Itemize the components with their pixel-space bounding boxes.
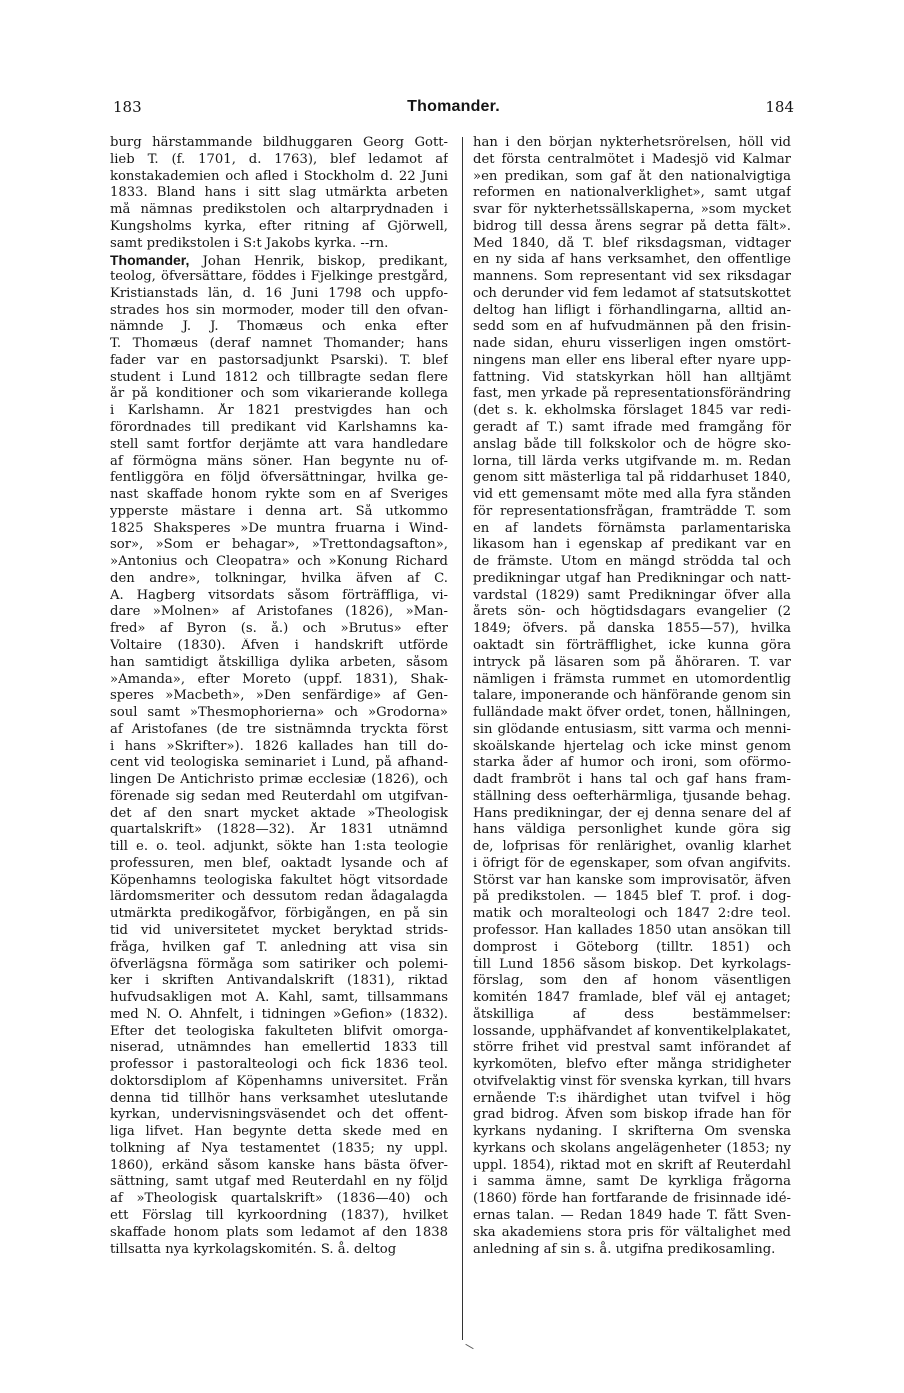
text-line: anslag både till folkskolor och de högre sko-	[473, 436, 791, 452]
text-line: soul samt »Thesmophorierna» och »Grodorna»	[110, 705, 448, 721]
text-line: reformen en nationalverklighet», samt utgaf	[473, 185, 791, 201]
text-line: på predikstolen. — 1845 blef T. prof. i dog-	[473, 889, 791, 905]
text-line: tid vid universitetet mycket beryktad strids-	[110, 922, 448, 938]
text-line: nämnde J. J. Thomæus och enka efter	[110, 319, 448, 335]
text-line: matik och moralteologi och 1847 2:dre teol.	[473, 906, 791, 922]
text-line: Med 1840, då T. blef riksdagsman, vidtager	[473, 235, 791, 251]
text-line: fråga, hvilken gaf T. anledning att visa sin	[110, 939, 448, 955]
text-line: domprost i Göteborg (tilltr. 1851) och	[473, 939, 791, 955]
text-line: förslag, som den af honom väsentligen	[473, 973, 791, 989]
text-line: intryck på läsaren som på åhöraren. T. var	[473, 654, 791, 670]
text-line: Hans predikningar, der ej denna senare del af	[473, 805, 791, 821]
text-line: lorna, till lärda verks utgifvande m. m. Redan	[473, 453, 791, 469]
text-line: fentliggöra en följd öfversättningar, hvilka ge-	[110, 470, 448, 486]
text-line: nade sidan, ehuru visserligen ingen omstört-	[473, 336, 791, 352]
text-line: hufvudsakligen mot A. Kahl, samt, tillsammans	[110, 990, 448, 1006]
text-line: skaffade honom plats som ledamot af den 1838	[110, 1224, 448, 1240]
text-line: deltog han lifligt i förhandlingarna, alltid an-	[473, 302, 791, 318]
page-number-left: 183	[113, 98, 142, 116]
text-line: »en predikan, som gaf åt den nationalvigtiga	[473, 168, 791, 184]
text-line: nämligen i främsta rummet en utomordentlig	[473, 671, 791, 687]
text-line: grad bidrog. Äfven som biskop ifrade han för	[473, 1107, 791, 1123]
text-line: 1825 Shaksperes »De muntra fruarna i Wind-	[110, 520, 448, 536]
text-line: »Antonius och Cleopatra» och »Konung Richard	[110, 554, 448, 570]
text-line: ställning dess oefterhärmliga, tjusande behag.	[473, 788, 791, 804]
text-line: bidrog till dessa årens segrar på detta fält».	[473, 218, 791, 234]
text-line: strades hos sin mormoder, moder till den ofvan-	[110, 302, 448, 318]
text-line: han samtidigt åtskilliga dylika arbeten, såsom	[110, 654, 448, 670]
text-line: de främste. Utom en mängd strödda tal och	[473, 554, 791, 570]
text-line: ernående T:s ihärdighet utan tvifvel i hög	[473, 1090, 791, 1106]
text-line: (det s. k. ekholmska förslaget 1845 var redi-	[473, 403, 791, 419]
text-line: A. Hagberg vitsordats såsom förträffliga, vi-	[110, 587, 448, 603]
page-header	[113, 98, 794, 124]
text-line: den andre», tolkningar, hvilka äfven af C.	[110, 570, 448, 586]
text-line: de, lofprisas för renlärighet, ovanlig klarhet	[473, 839, 791, 855]
text-line: ernas talan. — Redan 1849 hade T. fått Sven-	[473, 1208, 791, 1223]
text-line: burg härstammande bildhuggaren Georg Gott-	[110, 135, 448, 150]
text-line: speres »Macbeth», »Den senfärdige» af Gen-	[110, 688, 448, 704]
text-line: teolog, öfversättare, föddes i Fjelkinge prestgård,	[110, 269, 448, 285]
text-line: fattning. Vid statskyrkan höll han alltjämt	[473, 369, 791, 385]
text-line: Thomander, Johan Henrik, biskop, predikant,	[110, 252, 448, 270]
text-line: och derunder vid fem ledamot af statsutskottet	[473, 285, 791, 301]
text-line: det första centralmötet i Madesjö vid Kalmar	[473, 151, 791, 167]
text-line: samt predikstolen i S:t Jakobs kyrka. --rn.	[110, 235, 389, 251]
text-line: för representationsfrågan, framträdde T. som	[473, 503, 791, 519]
text-line: af »Theologisk quartalskrift» (1836—40) och	[110, 1191, 448, 1207]
text-line: större frihet vid prestval samt införandet af	[473, 1040, 791, 1056]
text-line: till Lund 1856 såsom biskop. Det kyrkolags-	[473, 956, 791, 972]
text-line: sedd som en af hufvudmännen på den frisin-	[473, 319, 791, 335]
text-line: utmärkta predikogåfvor, förbigången, en på sin	[110, 906, 448, 922]
text-line: lieb T. (f. 1701, d. 1763), blef ledamot af	[110, 151, 448, 167]
text-line: lärdomsmeriter och dessutom redan ådagalagda	[110, 889, 448, 905]
text-line: sor», »Som er behagar», »Trettondagsafton»,	[110, 537, 448, 553]
text-line: i Karlshamn. År 1821 prestvigdes han och	[110, 403, 448, 419]
text-line: i öfrigt för de egenskaper, som ofvan angifvits.	[473, 855, 791, 871]
text-line: kyrkomöten, blefvo efter många stridigheter	[473, 1057, 791, 1073]
text-line: otvifvelaktig vinst för svenska kyrkan, till hvars	[473, 1073, 791, 1089]
text-line: åtskilliga af dess bestämmelser:	[473, 1006, 791, 1022]
text-line: (1860) förde han fortfarande de frisinnade idé-	[473, 1191, 791, 1207]
text-line: ska akademiens stora pris för vältalighet med	[473, 1224, 791, 1240]
text-line: konstakademien och afled i Stockholm d. 22 Juni	[110, 168, 448, 184]
text-line: i hans »Skrifter»). 1826 kallades han till do-	[110, 738, 448, 754]
text-line: Voltaire (1830). Äfven i handskrift utförde	[110, 637, 448, 653]
text-line: tillsatta nya kyrkolagskomitén. S. å. deltog	[110, 1241, 397, 1257]
text-line: förordnades till predikant vid Karlshamns ka-	[110, 420, 448, 436]
text-line: Kristianstads län, d. 16 Juni 1798 och uppfo-	[110, 285, 448, 301]
text-line: kyrkan, undervisningsväsendet och det offent-	[110, 1107, 448, 1123]
text-line: Efter det teologiska fakulteten blifvit omorga-	[110, 1023, 448, 1039]
text-line: vardstal (1829) samt Predikningar öfver alla	[473, 587, 791, 603]
text-line: tolkning af Nya testamentet (1835; ny uppl.	[110, 1140, 448, 1156]
text-line: stell samt fortfor derjämte att vara handledare	[110, 436, 448, 452]
text-line: kyrkans nydaning. I skrifterna Om svenska	[473, 1124, 791, 1140]
page-title: Thomander.	[407, 98, 500, 115]
text-line: lossande, upphäfvandet af konventikelplakatet,	[473, 1023, 791, 1039]
text-line: cent vid teologiska seminariet i Lund, på afhand-	[110, 755, 448, 771]
article-headword: Thomander,	[110, 252, 190, 269]
text-line: student i Lund 1812 och tillbragte sedan flere	[110, 369, 448, 385]
text-line: uppl. 1854), riktad mot en skrift af Reuterdahl	[473, 1157, 791, 1173]
text-line: det af den snart mycket aktade »Theologisk	[110, 805, 448, 821]
text-line: ker i skriften Antivandalskrift (1831), riktad	[110, 973, 448, 989]
text-line: professuren, men blef, oaktadt lysande och af	[110, 855, 448, 871]
text-line: dare »Molnen» af Aristofanes (1826), »Man-	[110, 604, 448, 620]
text-line: starka åder af humor och ironi, som oförmo-	[473, 755, 791, 771]
text-line: förenade sig sedan med Reuterdahl om utgifvan-	[110, 788, 448, 804]
text-line: af förmögna mäns söner. Han begynte nu of-	[110, 453, 448, 469]
text-line: med N. O. Ahnfelt, i tidningen »Gefion» (1832).	[110, 1006, 448, 1022]
text-line: ningens man eller ens liberal efter nyare upp-	[473, 352, 791, 368]
text-line: likasom han i egenskap af predikant var en	[473, 537, 791, 553]
text-line: i samma ämne, samt De kyrkliga frågorna	[473, 1174, 791, 1190]
text-line: sättning, samt utgaf med Reuterdahl en ny följd	[110, 1174, 448, 1190]
printer-mark	[465, 1344, 473, 1349]
text-line: doktorsdiplom af Köpenhamns universitet. Från	[110, 1073, 448, 1089]
text-line: hans väldiga personlighet kunde göra sig	[473, 822, 791, 838]
text-line: 1833. Bland hans i sitt slag utmärkta arbeten	[110, 185, 448, 201]
text-line: 1860), erkänd såsom kanske hans bästa öfver-	[110, 1157, 448, 1173]
text-line: Störst var han kanske som improvisatör, äfven	[473, 872, 791, 888]
text-line: ypperste mästare i denna art. Så utkommo	[110, 503, 448, 519]
text-line: »Amanda», efter Moreto (uppf. 1831), Shak-	[110, 671, 448, 687]
text-line: han i den början nykterhetsrörelsen, höll vid	[473, 135, 791, 150]
text-line: mannens. Som representant vid sex riksdagar	[473, 269, 791, 285]
text-line: professor. Han kallades 1850 utan ansökan till	[473, 922, 791, 938]
text-line: oaktadt sin förträfflighet, icke kunna göra	[473, 637, 791, 653]
text-line: nast skaffade honom rykte som en af Sveriges	[110, 487, 448, 503]
text-line: skoälskande hjertelag och icke minst genom	[473, 738, 791, 754]
text-line: ett Förslag till kyrkoordning (1837), hvilket	[110, 1208, 448, 1223]
text-line: fulländade makt öfver ordet, tonen, hållningen,	[473, 705, 791, 721]
left-text-column	[110, 135, 448, 1258]
text-line: lingen De Antichristo primæ ecclesiæ (1826), och	[110, 772, 448, 788]
text-line: till e. o. teol. adjunkt, sökte han 1:sta teologie	[110, 839, 448, 855]
text-line: dadt frambröt i hans tal och gaf hans fram-	[473, 772, 791, 788]
text-line: liga lifvet. Han begynte detta skede med en	[110, 1124, 448, 1140]
text-line: genom sitt mästerliga tal på riddarhuset 1840,	[473, 470, 791, 486]
page-number-right: 184	[765, 98, 794, 116]
text-line: talare, imponerande och hänförande genom sin	[473, 688, 791, 704]
text-line: Köpenhamns teologiska fakultet högt vitsordade	[110, 872, 448, 888]
text-line: predikningar utgaf han Predikningar och natt-	[473, 570, 791, 586]
text-line: år på konditioner och som vikarierande kollega	[110, 386, 448, 402]
text-line: en af landets förnämsta parlamentariska	[473, 520, 791, 536]
column-divider	[462, 137, 463, 1340]
text-line: komitén 1847 framlade, blef väl ej antaget;	[473, 990, 791, 1006]
text-line: Kungsholms kyrka, efter ritning af Gjörwell,	[110, 218, 448, 234]
text-line: fred» af Byron (s. å.) och »Brutus» efter	[110, 621, 448, 637]
text-line: må nämnas predikstolen och altarprydnaden i	[110, 202, 448, 218]
text-line: svar för nykterhetssällskaperna, »som mycket	[473, 202, 791, 218]
text-line: en ny sida af hans verksamhet, den offentlige	[473, 252, 791, 268]
text-line: niserad, utnämndes han emellertid 1833 till	[110, 1040, 448, 1056]
text-line: denna tid tillhör hans verksamhet uteslutande	[110, 1090, 448, 1106]
text-line: öfverlägsna förmåga som satiriker och polemi-	[110, 956, 448, 972]
text-line: geradt af T.) samt ifrade med framgång för	[473, 420, 791, 436]
text-line: anledning af sin s. å. utgifna predikosamling.	[473, 1241, 776, 1257]
right-text-column	[473, 135, 791, 1258]
text-line: quartalskrift» (1828—32). År 1831 utnämnd	[110, 822, 448, 838]
text-line: sin glödande entusiasm, sitt varma och menni-	[473, 721, 791, 737]
text-line: 1849; öfvers. på danska 1855—57), hvilka	[473, 621, 791, 637]
text-line: professor i pastoralteologi och fick 1836 teol.	[110, 1057, 448, 1073]
text-line: fader var en pastorsadjunkt Psarski). T. blef	[110, 352, 448, 368]
text-line: fast, men yrkade på representationsförändring	[473, 386, 791, 402]
text-line: T. Thomæus (deraf namnet Thomander; hans	[110, 336, 448, 352]
text-line: vid ett gemensamt möte med alla fyra stånden	[473, 487, 791, 503]
text-line: af Aristofanes (de tre sistnämnda tryckta först	[110, 721, 448, 737]
text-line: årets sön- och högtidsdagars evangelier (2	[473, 604, 791, 620]
text-line: kyrkans och skolans angelägenheter (1853; ny	[473, 1140, 791, 1156]
